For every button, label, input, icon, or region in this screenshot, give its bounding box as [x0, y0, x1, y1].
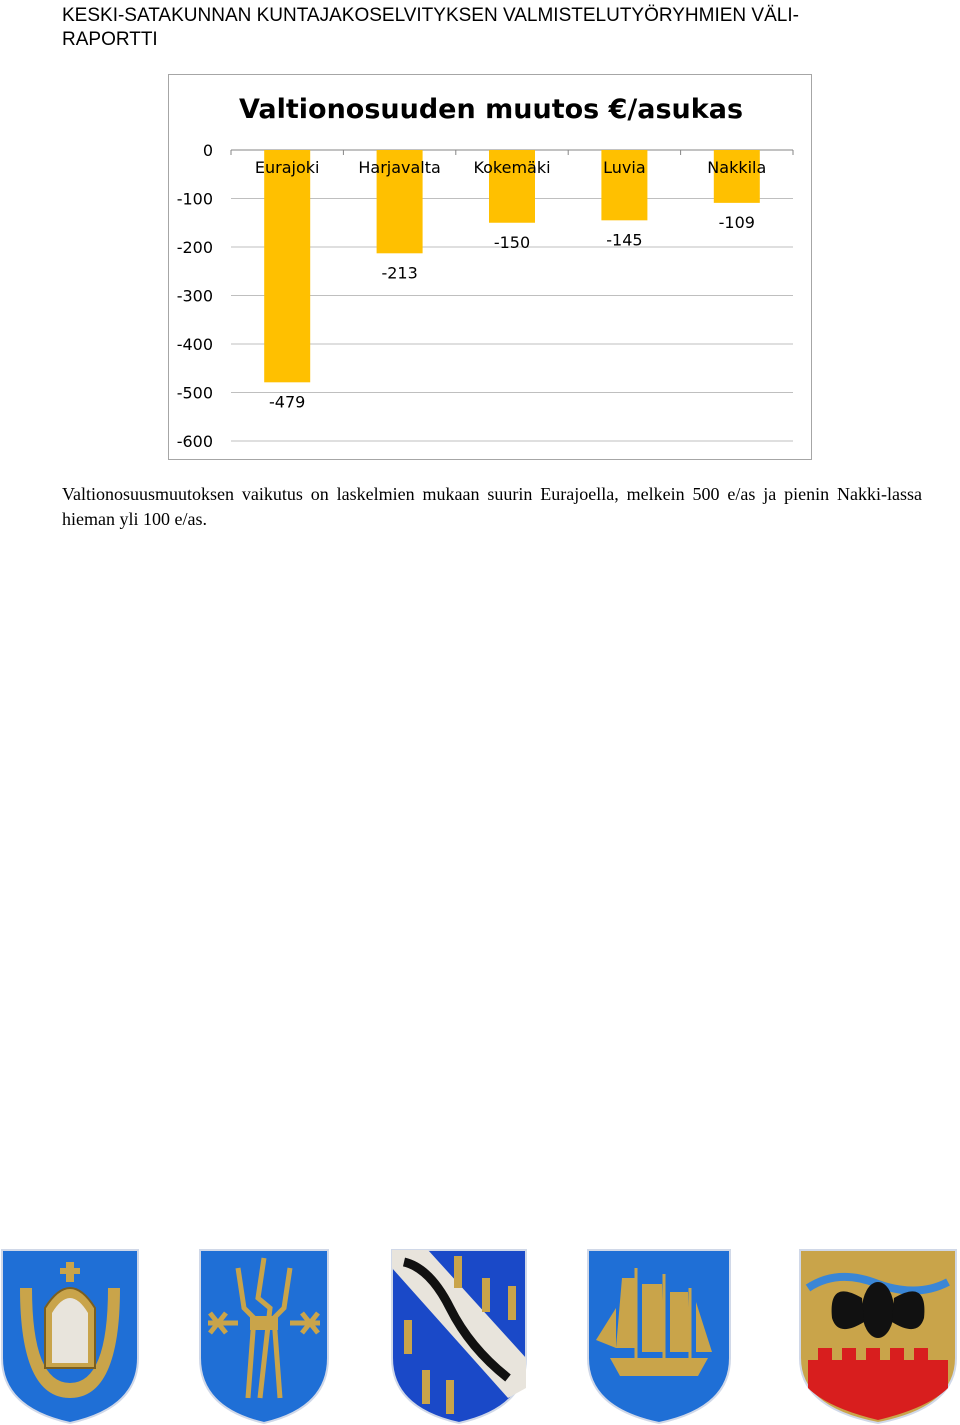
category-label: Nakkila — [707, 158, 767, 177]
y-tick-label: -200 — [176, 238, 213, 257]
category-label: Kokemäki — [473, 158, 551, 177]
data-label: -145 — [606, 230, 643, 250]
data-labels — [269, 213, 755, 411]
y-tick-label: -100 — [176, 189, 213, 209]
category-label: Harjavalta — [358, 158, 441, 177]
header-line-2: RAPORTTI — [62, 29, 158, 50]
eel-bend-crest-icon — [390, 1248, 528, 1425]
bars — [264, 150, 760, 382]
data-label: -109 — [718, 212, 755, 232]
data-label: -479 — [269, 392, 306, 412]
y-tick-label: -600 — [176, 432, 213, 451]
y-tick-label: -300 — [176, 286, 213, 306]
body-paragraph: Valtionosuusmuutoksen vaikutus on laskelmien mukaan suurin Eurajoella, melkein 500 e/as ja pienin Nakki-lassa hieman yli 100 e/as. — [62, 484, 922, 529]
chart-container — [168, 74, 812, 460]
bar-eurajoki — [264, 150, 310, 382]
lightning-crest-icon — [198, 1248, 330, 1425]
crayfish-crest-icon — [798, 1248, 958, 1425]
category-label: Luvia — [603, 158, 646, 177]
mitre-crest-icon — [0, 1248, 140, 1425]
data-label: -213 — [381, 263, 418, 283]
chart-title: Valtionosuuden muutos €/asukas — [238, 94, 744, 125]
data-label: -150 — [493, 232, 531, 252]
y-tick-label: -500 — [176, 383, 213, 403]
header-line-1: KESKI-SATAKUNNAN KUNTAJAKOSELVITYKSEN VALMISTELUTYÖRYHMIEN VÄLI- — [62, 5, 799, 26]
category-label: Eurajoki — [254, 158, 320, 177]
y-tick-label: -400 — [176, 335, 213, 354]
y-tick-label: 0 — [202, 141, 213, 160]
ship-crest-icon — [586, 1248, 732, 1425]
coat-of-arms-row — [0, 1248, 960, 1425]
document-header — [62, 4, 922, 52]
bar-chart — [169, 75, 813, 461]
category-labels — [255, 158, 766, 177]
